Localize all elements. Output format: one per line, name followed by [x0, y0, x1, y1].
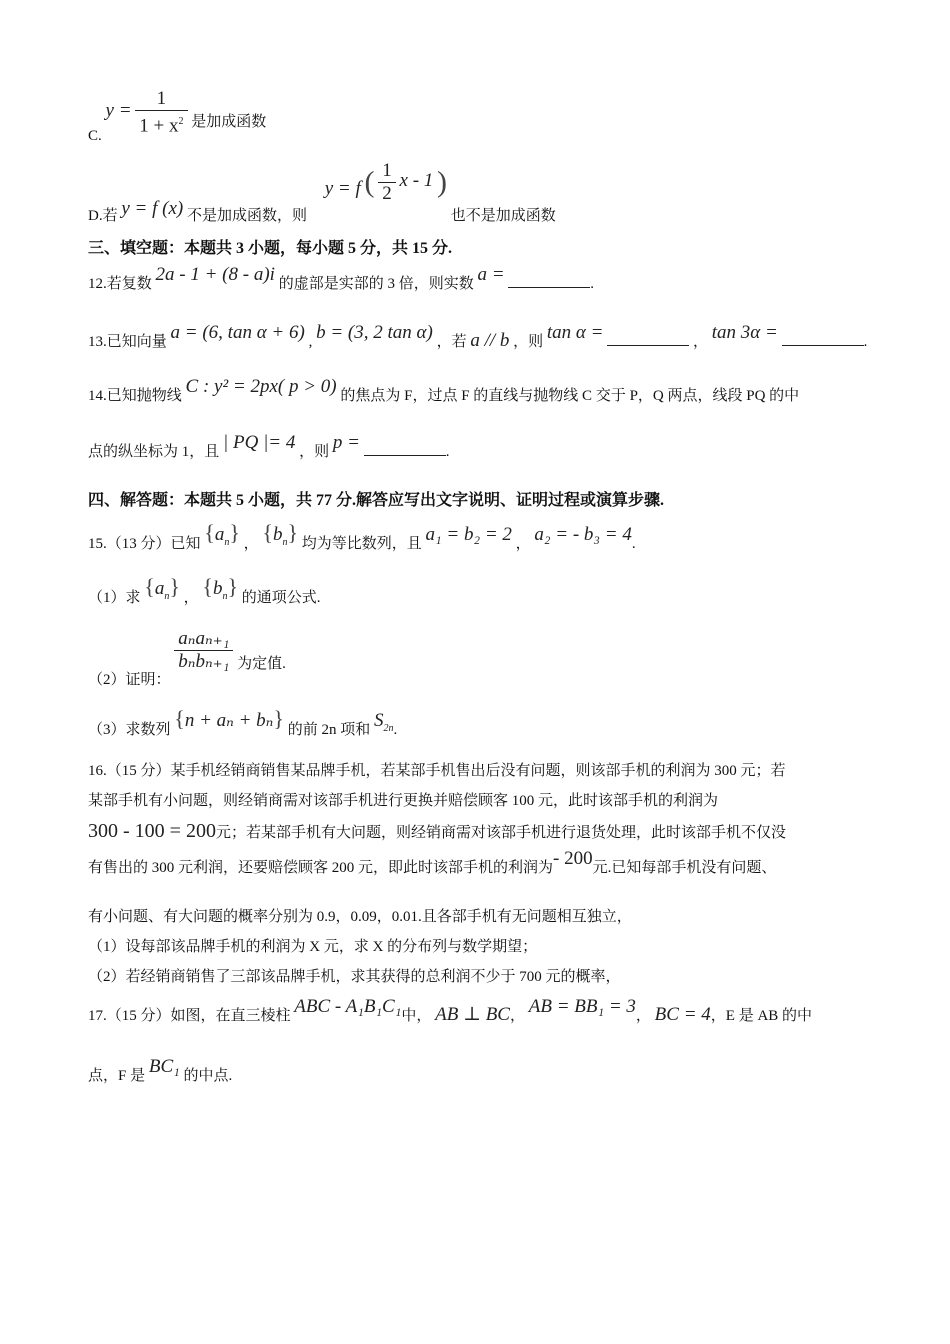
q14-pq: | PQ |= 4 — [223, 432, 296, 453]
option-d-den: 2 — [382, 183, 392, 204]
q17-zhong: 中， — [401, 1008, 432, 1024]
question-15-part-3: （3）求数列 {n + aₙ + bₙ} 的前 2n 项和 $S_{2n}$. — [88, 706, 398, 738]
option-d-mid: 不是加成函数，则 — [186, 207, 307, 224]
q15-p3-sub: 2n — [383, 722, 394, 734]
q15-p3-mid: 的前 2n 项和 — [287, 722, 371, 738]
q13-answer-blank-2[interactable] — [782, 331, 864, 346]
q17-prefix: 17.（15 分）如图，在直三棱柱 — [88, 1008, 291, 1024]
q16-line-1: 16.（15 分）某手机经销商销售某品牌手机，若某部手机售出后没有问题，则该部手机的利润为 300 元；若 — [88, 763, 786, 779]
q15-p1-prefix: （1）求 — [88, 590, 141, 606]
q15-p3-prefix: （3）求数列 — [88, 722, 171, 738]
q14-curve: C : y² = 2px( p > 0) — [185, 376, 337, 397]
q15-prefix: 15.（13 分）已知 — [88, 536, 201, 552]
option-c-tail: 是加成函数 — [191, 114, 267, 131]
option-d-fx: y = f (x) — [121, 197, 184, 219]
q13-tan-3alpha: tan 3α = — [711, 322, 778, 343]
q13-answer-blank-1[interactable] — [607, 331, 689, 346]
q15-p3-s: S — [373, 710, 384, 731]
q12-text: 的虚部是实部的 3 倍，则实数 — [278, 276, 474, 292]
q17-l2-prefix: 点，F 是 — [88, 1068, 146, 1084]
q14-ze: ，则 — [299, 444, 330, 460]
q14-text2: 点的纵坐标为 1，且 — [88, 444, 220, 460]
q15-p2-tail: 为定值. — [237, 655, 286, 672]
q13-end: . — [863, 334, 868, 350]
q17-eq: AB = BB₁ = 3 — [528, 996, 636, 1017]
q17-prism: ABC - A₁B₁C₁ — [294, 996, 402, 1017]
q16-l3-expr: 300 - 100 = 200 — [88, 820, 216, 842]
q14-text1: 的焦点为 F，过点 F 的直线与抛物线 C 交于 P，Q 两点，线段 PQ 的中 — [340, 388, 800, 404]
q16-line-4 — [88, 848, 777, 879]
q16-part-1: （1）设每部该品牌手机的利润为 X 元，求 X 的分布列与数学期望； — [88, 939, 538, 955]
q14-end: . — [445, 444, 450, 460]
q17-perp: AB ⊥ BC — [435, 1004, 510, 1025]
q15-text: 均为等比数列，且 — [301, 536, 422, 552]
option-d-close-paren: ) — [437, 165, 448, 199]
q14-p: p = — [332, 432, 360, 453]
q17-bc: BC = 4 — [654, 1004, 711, 1025]
option-d — [88, 160, 556, 224]
option-c-den: 1 + x — [139, 115, 179, 137]
q13-comma: , — [308, 334, 313, 350]
question-15-part-1: （1）求 $\{a_n\}$ ， $\{b_n\}$ 的通项公式. — [88, 574, 321, 606]
q12-prefix: 12.若复数 — [88, 276, 152, 292]
q16-line-3 — [88, 820, 786, 844]
q15-p3-expr: n + aₙ + bₙ — [184, 710, 274, 731]
q13-vector-b: b = (3, 2 tan α) — [316, 322, 433, 343]
option-c-fraction — [135, 88, 187, 137]
q13-vector-a: a = (6, tan α + 6) — [170, 322, 305, 343]
q16-l3-text: 元；若某部手机有大问题，则经销商需对该部手机进行退货处理，此时该部手机不仅没 — [215, 825, 786, 841]
option-d-num: 1 — [378, 160, 396, 183]
option-c-num: 1 — [135, 88, 187, 111]
q15-p1-tail: 的通项公式. — [241, 590, 321, 606]
q16-l4-expr: - 200 — [553, 848, 593, 869]
q17-l2-tail: 的中点. — [183, 1068, 233, 1084]
q17-tail: ，E 是 AB 的中 — [710, 1008, 813, 1024]
q14-prefix: 14.已知抛物线 — [88, 388, 182, 404]
q13-ze: ，则 — [513, 334, 544, 350]
q16-line-2: 某部手机有小问题，则经销商需对该部手机进行更换并赔偿顾客 100 元，此时该部手机的利润为 — [88, 793, 719, 809]
q12-expr: 2a - 1 + (8 - a)i — [155, 264, 275, 285]
q14-answer-blank[interactable] — [364, 441, 446, 456]
q13-tan-alpha: tan α = — [546, 322, 604, 343]
q13-ruo: ，若 — [436, 334, 467, 350]
q16-line-5: 有小问题、有大问题的概率分别为 0.9，0.09，0.01.且各部手机有无问题相互独立， — [88, 909, 632, 925]
q15-bn: b — [272, 524, 283, 545]
question-17-line-2 — [88, 1056, 233, 1087]
q15-cond1: a₁ = b₂ = 2 — [425, 524, 512, 545]
section-3-heading: 三、填空题：本题共 3 小题，每小题 5 分，共 15 分. — [88, 240, 453, 257]
option-d-fraction — [378, 160, 396, 205]
option-d-inner: x - 1 — [399, 169, 434, 191]
q12-end: . — [590, 276, 595, 292]
q15-p3-end: . — [393, 722, 398, 738]
option-d-open-paren: ( — [364, 165, 375, 199]
question-15-part-2 — [88, 628, 286, 688]
question-13 — [88, 322, 868, 353]
q15-end: . — [631, 536, 636, 552]
option-c-y: y = — [105, 100, 132, 122]
q15-p2-fraction — [174, 628, 233, 673]
q15-cond2: a₂ = - b₃ = 4 — [534, 524, 632, 545]
q15-p2-prefix: （2）证明： — [88, 671, 171, 688]
option-d-label: D.若 — [88, 207, 118, 224]
option-c-label: C. — [88, 128, 102, 145]
question-17-line-1: 17.（15 分）如图，在直三棱柱 ABC - A₁B₁C₁中， AB ⊥ BC， AB = BB₁ = 3， BC = 4，E 是 AB 的中 — [88, 996, 813, 1025]
q12-var: a = — [477, 264, 505, 285]
question-15: 15.（13 分）已知 $\{a_n\}$ ， $\{b_n\}$ 均为等比数列，且 a₁ = b₂ = 2 ， a₂ = - b₃ = 4. — [88, 520, 636, 552]
option-d-tail: 也不是加成函数 — [450, 207, 556, 224]
question-12 — [88, 264, 595, 295]
q15-p2-den: bₙbₙ₊₁ — [178, 651, 230, 672]
q17-bc1: BC₁ — [148, 1056, 180, 1077]
q13-parallel: a // b — [470, 330, 510, 351]
question-14-line-2 — [88, 432, 450, 463]
option-c — [88, 88, 267, 145]
q16-part-2: （2）若经销商销售了三部该品牌手机，求其获得的总利润不少于 700 元的概率， — [88, 969, 621, 985]
option-d-y: y = f — [324, 177, 361, 199]
question-14-line-1 — [88, 376, 800, 407]
q15-an: a — [214, 524, 225, 545]
q12-answer-blank[interactable] — [508, 273, 590, 288]
section-4-heading: 四、解答题：本题共 5 小题，共 77 分.解答应写出文字说明、证明过程或演算步骤. — [88, 492, 665, 509]
q15-p2-num: aₙaₙ₊₁ — [174, 628, 233, 651]
q13-prefix: 13.已知向量 — [88, 334, 167, 350]
q16-l4-text: 有售出的 300 元利润，还要赔偿顾客 200 元，即此时该部手机的利润为 — [88, 860, 554, 876]
q16-l4-tail: 元.已知每部手机没有问题、 — [592, 860, 777, 876]
option-c-den-sup: 2 — [178, 116, 184, 127]
q13-sep: ， — [692, 334, 708, 350]
